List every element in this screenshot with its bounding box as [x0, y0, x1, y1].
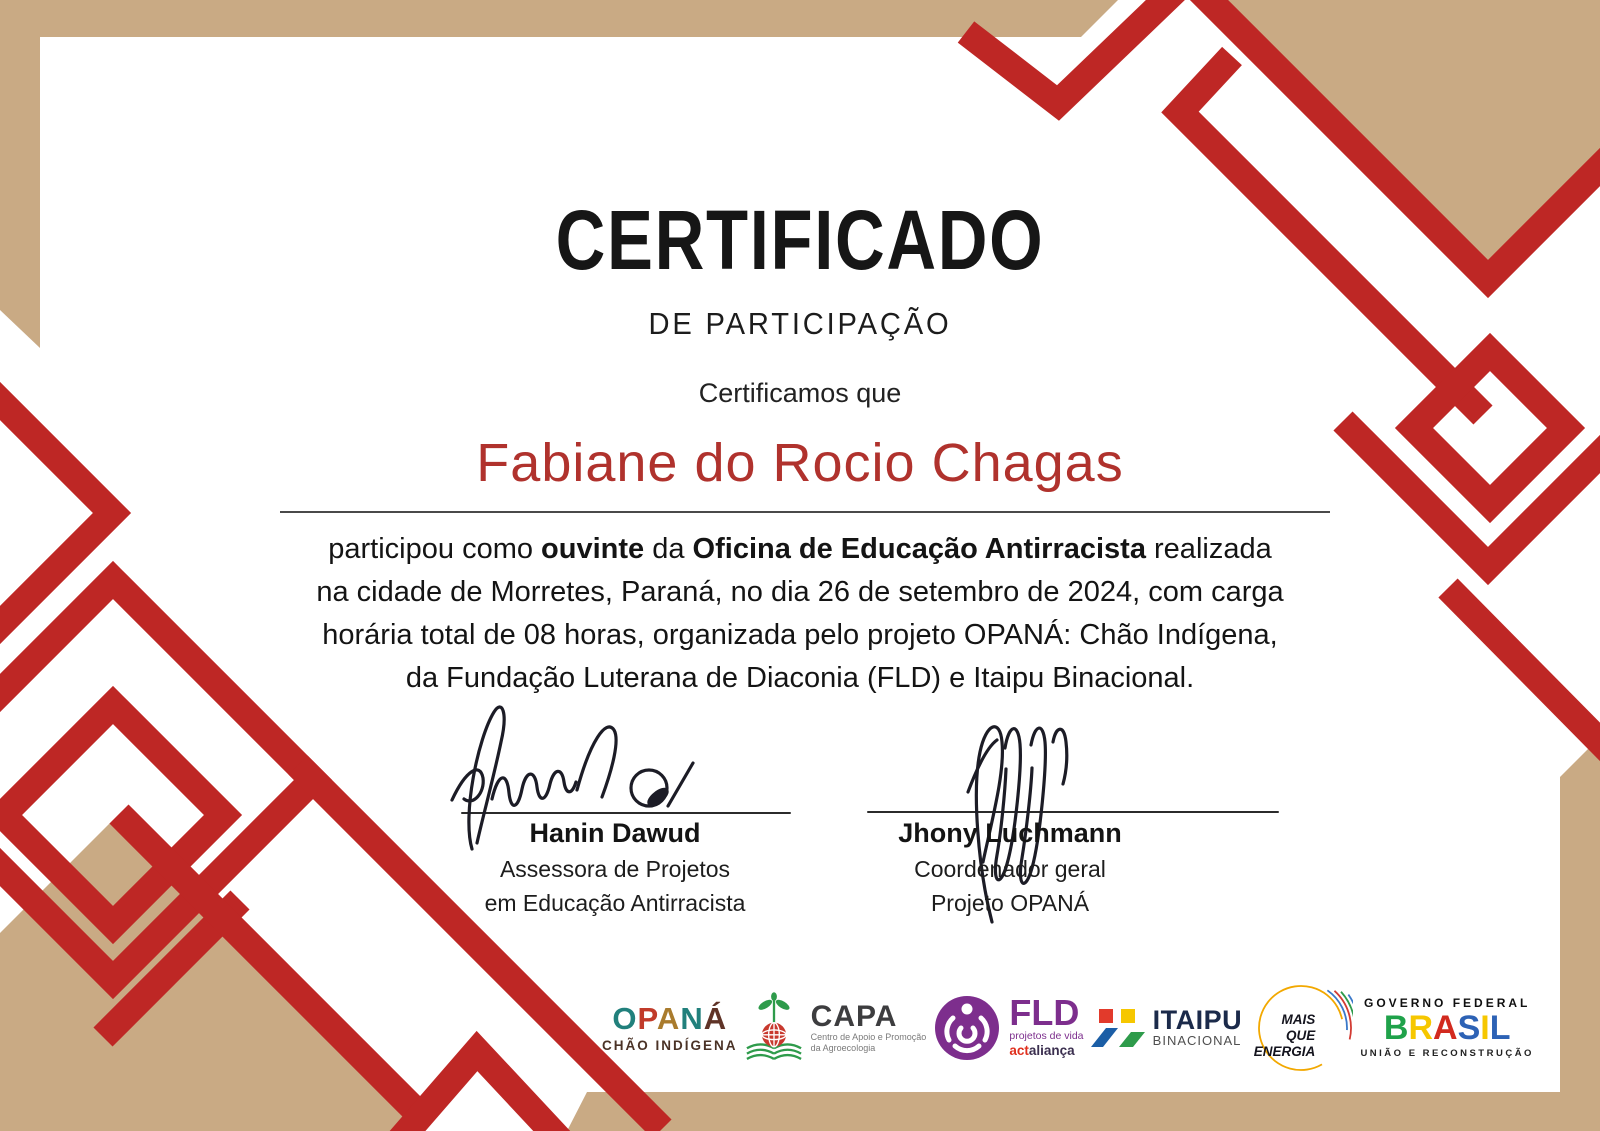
- fld-wordmark: FLD: [1009, 992, 1080, 1033]
- brasil-letter: I: [1480, 1009, 1490, 1047]
- logo-brasil: [1360, 996, 1534, 1059]
- signatory-left-role-2: em Educação Antirracista: [484, 890, 746, 916]
- logo-opana: [602, 1000, 738, 1053]
- body-line-3: horária total de 08 horas, organizada pelo projeto OPANÁ: Chão Indígena,: [322, 619, 1278, 651]
- body-seg1: participou como: [328, 533, 542, 565]
- capa-wordmark: CAPA: [810, 999, 898, 1033]
- logo-itaipu: [1091, 1004, 1243, 1049]
- brasil-letter: S: [1457, 1009, 1481, 1047]
- opana-subtext: CHÃO INDÍGENA: [602, 1037, 738, 1053]
- itaipu-icon: [1091, 1007, 1145, 1049]
- recipient-name: Fabiane do Rocio Chagas: [476, 433, 1124, 493]
- opana-letter: A: [656, 1000, 681, 1036]
- mqe-line-2: ENERGIA: [1253, 1043, 1316, 1059]
- logo-fld: [933, 994, 1083, 1062]
- certify-intro-text: Certificamos que: [698, 378, 902, 408]
- opana-letter: P: [637, 1000, 657, 1036]
- body-seg3: da: [644, 533, 693, 565]
- brasil-letter: R: [1408, 1009, 1434, 1047]
- brasil-letter: A: [1433, 1009, 1458, 1047]
- brasil-letter: L: [1489, 1009, 1511, 1047]
- fld-act: act: [1009, 1043, 1029, 1058]
- brasil-wordmark: [1360, 1010, 1534, 1046]
- capa-textcol: [810, 999, 927, 1054]
- capa-icon: [745, 991, 803, 1065]
- body-line-2: na cidade de Morretes, Paraná, no dia 26 de setembro de 2024, com carga: [316, 576, 1284, 608]
- fld-alianca: aliança: [1028, 1043, 1075, 1058]
- opana-letter: O: [612, 1000, 638, 1036]
- certificate-subtitle: DE PARTICIPAÇÃO: [648, 306, 952, 341]
- brasil-uniao-reconstrucao: UNIÃO E RECONSTRUÇÃO: [1360, 1048, 1534, 1059]
- signatory-right-name: Jhony Luchmann: [898, 818, 1122, 848]
- partner-logos-row: [602, 975, 1534, 1080]
- signatory-right-role-2: Projeto OPANÁ: [930, 890, 1090, 916]
- fld-subtext: projetos de vida: [1009, 1030, 1084, 1042]
- fld-actalianca: [1009, 1043, 1083, 1059]
- signatory-right-role: [830, 852, 1190, 920]
- mais-que-energia-text: [1253, 1012, 1315, 1060]
- itaipu-textcol: [1152, 1004, 1243, 1049]
- brasil-letter: B: [1383, 1009, 1409, 1047]
- opana-letter: N: [680, 1000, 704, 1036]
- body-line-4: da Fundação Luterana de Diaconia (FLD) e Itaipu Binacional.: [405, 662, 1195, 694]
- body-bold-ouvinte: ouvinte: [541, 533, 645, 565]
- signatory-left-role-1: Assessora de Projetos: [499, 856, 731, 882]
- logo-capa: [745, 991, 927, 1065]
- capa-subtext-1: Centro de Apoio e Promoção: [810, 1031, 927, 1042]
- capa-subtext-2: da Agroecologia: [810, 1042, 876, 1053]
- signatory-left-role: [440, 852, 790, 920]
- fld-icon: [933, 994, 1001, 1062]
- body-bold-oficina: Oficina de Educação Antirracista: [692, 533, 1146, 565]
- opana-wordmark: [602, 1000, 738, 1036]
- brasil-governo-federal: GOVERNO FEDERAL: [1364, 996, 1531, 1010]
- mqe-line-1: MAIS QUE: [1281, 1011, 1316, 1043]
- fld-textcol: [1009, 992, 1084, 1059]
- itaipu-wordmark: ITAIPU: [1152, 1004, 1243, 1035]
- signatory-left-name: Hanin Dawud: [529, 818, 701, 848]
- itaipu-subtext: BINACIONAL: [1152, 1032, 1242, 1048]
- logo-mais-que-energia: [1249, 976, 1353, 1080]
- signatory-right-role-1: Coordenador geral: [914, 856, 1106, 882]
- opana-letter: Á: [703, 1000, 728, 1036]
- certificate-title: CERTIFICADO: [555, 193, 1045, 287]
- body-seg5: realizada: [1145, 533, 1272, 565]
